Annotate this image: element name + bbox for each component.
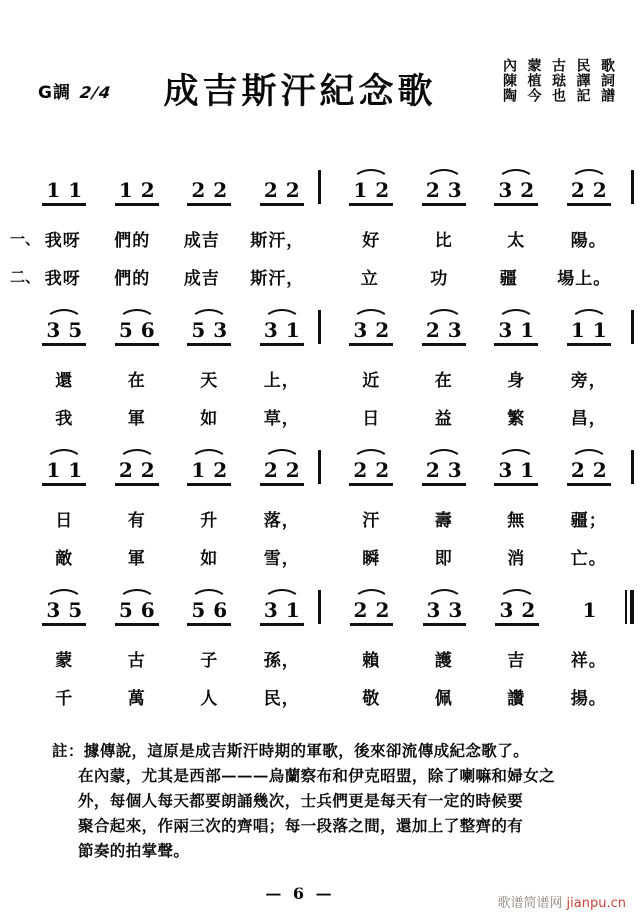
page-number: — 6 — <box>265 884 335 903</box>
lyric-syllable: 有 <box>127 510 146 531</box>
lyric-group-right <box>335 226 625 251</box>
lyric-syllable: 斯汗， <box>250 268 305 289</box>
lyric-syllable: 疆； <box>570 510 607 531</box>
note-number: 3 <box>263 598 278 622</box>
note-number: 3 <box>426 598 441 622</box>
beat <box>493 588 541 620</box>
note-number: 1 <box>46 458 61 482</box>
beat <box>565 448 613 480</box>
note-number: 1 <box>520 458 535 482</box>
notation-row <box>0 588 640 640</box>
note-number: 3 <box>447 318 462 342</box>
note-number: 6 <box>213 598 228 622</box>
note-number: 5 <box>118 598 133 622</box>
note-number: 2 <box>118 458 133 482</box>
slur-mark <box>45 449 83 462</box>
slur-mark <box>190 449 228 462</box>
verse-number-label: 一、 <box>10 229 41 248</box>
lyric-syllable: 升 <box>200 510 219 531</box>
lyric-group-left <box>28 226 318 251</box>
beat <box>40 588 88 620</box>
slur-mark <box>263 309 301 322</box>
slur-mark <box>425 309 463 322</box>
lyric-syllable: 汗 <box>362 510 381 531</box>
beat <box>258 308 306 340</box>
lyric-syllable: 旁， <box>570 370 607 391</box>
lyric-syllable: 敵 <box>55 548 74 569</box>
lyric-syllable: 太 <box>507 230 526 251</box>
slur-mark <box>45 589 83 602</box>
beat <box>185 588 233 620</box>
note-number: 2 <box>520 178 535 202</box>
beat <box>113 308 161 340</box>
lyric-row-verse-1 <box>0 360 640 396</box>
lyric-syllable: 如 <box>200 408 219 429</box>
lyric-group-right <box>335 506 625 531</box>
slur-mark <box>352 169 390 182</box>
lyric-syllable: 即 <box>434 548 453 569</box>
beat <box>566 588 612 620</box>
note-number: 5 <box>68 318 83 342</box>
lyric-group-left <box>28 366 318 391</box>
measure-group-right <box>335 448 625 480</box>
lyric-syllable: 壽 <box>434 510 453 531</box>
slur-mark <box>352 449 390 462</box>
credit-column-3: 蒙植今 <box>525 58 542 103</box>
measure-group-right <box>335 168 625 200</box>
note-number: 3 <box>447 178 462 202</box>
lyric-syllable: 揚。 <box>570 688 607 709</box>
lyric-syllable: 疆 <box>499 268 518 289</box>
beat <box>420 308 468 340</box>
score-system-2 <box>0 308 640 448</box>
lyric-group-right <box>335 264 625 289</box>
measure-group-left <box>28 308 318 340</box>
note-number: 2 <box>140 458 155 482</box>
lyric-syllable: 孫， <box>263 650 300 671</box>
slur-mark <box>190 589 228 602</box>
note-number: 3 <box>213 318 228 342</box>
lyric-row-verse-2 <box>0 678 640 714</box>
lyric-syllable: 我呀 <box>44 230 81 251</box>
score-system-3 <box>0 448 640 588</box>
watermark-site-name: 歌谱简谱网 <box>497 896 563 911</box>
watermark <box>498 892 626 911</box>
lyric-row-verse-1 <box>0 220 640 256</box>
note-number: 2 <box>140 178 155 202</box>
lyric-row-verse-2 <box>0 258 640 294</box>
note-number: 2 <box>570 178 585 202</box>
note-number: 1 <box>353 178 368 202</box>
slur-mark <box>570 449 608 462</box>
note-number: 2 <box>263 458 278 482</box>
beat <box>40 448 88 480</box>
lyric-syllable: 們的 <box>114 268 151 289</box>
lyric-group-left <box>28 506 318 531</box>
note-number: 5 <box>68 598 83 622</box>
lyric-syllable: 斯汗， <box>250 230 305 251</box>
lyric-syllable: 比 <box>434 230 453 251</box>
key-signature-text: G調 <box>38 83 71 103</box>
note-number: 1 <box>46 178 61 202</box>
lyric-syllable: 子 <box>200 650 219 671</box>
note-number: 1 <box>68 178 83 202</box>
beat <box>347 308 395 340</box>
lyric-group-right <box>335 366 625 391</box>
lyric-syllable: 在 <box>434 370 453 391</box>
footnote-line-3: 聚合起來，作兩三次的齊唱；每一段落之間，還加上了整齊的有 <box>78 816 524 836</box>
lyric-syllable: 蒙 <box>55 650 74 671</box>
note-number: 1 <box>582 598 597 622</box>
slur-mark <box>570 169 608 182</box>
slur-mark <box>263 589 301 602</box>
note-number: 2 <box>285 458 300 482</box>
lyric-syllable: 們的 <box>114 230 151 251</box>
lyric-syllable: 成吉 <box>183 268 220 289</box>
note-number: 2 <box>213 458 228 482</box>
lyric-group-left <box>28 264 318 289</box>
note-number: 1 <box>191 458 206 482</box>
note-number: 2 <box>375 598 390 622</box>
note-number: 3 <box>46 598 61 622</box>
beat <box>113 168 161 200</box>
note-number: 3 <box>353 318 368 342</box>
beat <box>258 168 306 200</box>
lyric-syllable: 在 <box>127 370 146 391</box>
lyric-group-left <box>28 544 318 569</box>
note-number: 2 <box>263 178 278 202</box>
beat <box>492 448 540 480</box>
credit-column-2: 古琺也 <box>549 58 566 103</box>
slur-mark <box>118 309 156 322</box>
note-number: 3 <box>263 318 278 342</box>
slur-mark <box>498 589 536 602</box>
lyric-syllable: 敬 <box>362 688 381 709</box>
lyric-syllable: 瞬 <box>362 548 381 569</box>
beat <box>492 308 540 340</box>
beat <box>421 588 469 620</box>
slur-mark <box>497 169 535 182</box>
beat <box>185 448 233 480</box>
lyric-syllable: 軍 <box>127 408 146 429</box>
lyric-syllable: 如 <box>200 548 219 569</box>
note-number: 2 <box>592 458 607 482</box>
footnote-line-2: 外，每個人每天都要朗誦幾次，士兵們更是每天有一定的時候要 <box>78 791 524 811</box>
note-number: 2 <box>375 318 390 342</box>
credit-column-4: 內陳陶 <box>500 58 517 103</box>
note-number: 5 <box>191 598 206 622</box>
beat <box>40 308 88 340</box>
barline <box>318 170 321 204</box>
lyric-row-verse-1 <box>0 500 640 536</box>
note-number: 3 <box>499 598 514 622</box>
lyric-syllable: 我呀 <box>44 268 81 289</box>
beat <box>258 448 306 480</box>
lyric-syllable: 日 <box>55 510 74 531</box>
footnote-line-0: 註：據傳說，這原是成吉斯汗時期的軍歌，後來卻流傳成紀念歌了。 <box>52 741 530 760</box>
notation-row <box>0 308 640 360</box>
lyric-syllable: 吉 <box>507 650 526 671</box>
beat <box>492 168 540 200</box>
credits-block <box>497 58 618 103</box>
lyric-syllable: 陽。 <box>570 230 607 251</box>
slur-mark <box>425 449 463 462</box>
lyric-syllable: 近 <box>362 370 381 391</box>
slur-mark <box>45 309 83 322</box>
slur-mark <box>497 449 535 462</box>
note-number: 2 <box>521 598 536 622</box>
final-barline <box>625 590 635 624</box>
lyric-group-right <box>335 544 625 569</box>
note-number: 2 <box>375 458 390 482</box>
lyric-syllable: 落， <box>263 510 300 531</box>
slur-mark <box>426 589 464 602</box>
lyric-syllable: 無 <box>507 510 526 531</box>
lyric-group-left <box>28 404 318 429</box>
note-number: 1 <box>68 458 83 482</box>
beat <box>565 308 613 340</box>
slur-mark <box>118 449 156 462</box>
score-system-1 <box>0 168 640 308</box>
barline <box>318 450 321 484</box>
lyric-syllable: 昌， <box>570 408 607 429</box>
lyric-syllable: 身 <box>507 370 526 391</box>
barline <box>318 590 321 624</box>
lyric-syllable: 千 <box>55 688 74 709</box>
footnote-line-4: 節奏的拍掌聲。 <box>78 841 190 861</box>
note-number: 2 <box>425 178 440 202</box>
slur-mark <box>425 169 463 182</box>
lyric-syllable: 還 <box>55 370 74 391</box>
note-number: 1 <box>285 318 300 342</box>
lyric-syllable: 賴 <box>362 650 381 671</box>
barline <box>318 310 321 344</box>
note-number: 2 <box>353 598 368 622</box>
note-number: 3 <box>498 458 513 482</box>
credit-column-1: 民譯記 <box>574 58 591 103</box>
lyric-row-verse-2 <box>0 538 640 574</box>
beat <box>185 168 233 200</box>
beat <box>347 448 395 480</box>
barline <box>631 450 634 484</box>
lyric-group-left <box>28 684 318 709</box>
slur-mark <box>352 309 390 322</box>
beat <box>258 588 306 620</box>
lyric-syllable: 草， <box>263 408 300 429</box>
lyric-syllable: 場上。 <box>557 268 612 289</box>
lyric-syllable: 民， <box>263 688 300 709</box>
lyric-syllable: 軍 <box>127 548 146 569</box>
note-number: 1 <box>285 598 300 622</box>
lyric-syllable: 亡。 <box>570 548 607 569</box>
beat <box>40 168 88 200</box>
measure-group-left <box>28 588 318 620</box>
beat <box>113 588 161 620</box>
note-number: 3 <box>498 318 513 342</box>
lyric-syllable: 立 <box>360 268 379 289</box>
beat <box>185 308 233 340</box>
note-number: 6 <box>140 598 155 622</box>
note-number: 2 <box>570 458 585 482</box>
slur-mark <box>353 589 391 602</box>
note-number: 2 <box>375 178 390 202</box>
lyric-row-verse-2 <box>0 398 640 434</box>
time-signature: 2/4 <box>78 83 113 102</box>
lyric-syllable: 繁 <box>507 408 526 429</box>
page-title: 成吉斯汗紀念歌 <box>163 71 437 112</box>
slur-mark <box>263 449 301 462</box>
note-number: 2 <box>213 178 228 202</box>
score-system-4 <box>0 588 640 728</box>
beat <box>420 448 468 480</box>
slur-mark <box>190 309 228 322</box>
lyric-syllable: 祥。 <box>570 650 607 671</box>
notation-row <box>0 168 640 220</box>
lyric-syllable: 益 <box>434 408 453 429</box>
measure-group-right <box>335 308 625 340</box>
credit-column-0: 歌詞譜 <box>599 58 615 103</box>
note-number: 2 <box>425 318 440 342</box>
slur-mark <box>570 309 608 322</box>
lyric-group-right <box>335 646 625 671</box>
lyric-syllable: 日 <box>362 408 381 429</box>
watermark-url: jianpu.cn <box>566 896 626 911</box>
lyric-syllable: 功 <box>430 268 449 289</box>
note-number: 2 <box>592 178 607 202</box>
lyric-syllable: 上， <box>263 370 300 391</box>
lyric-syllable: 佩 <box>434 688 453 709</box>
lyric-group-left <box>28 646 318 671</box>
note-number: 1 <box>520 318 535 342</box>
note-number: 2 <box>353 458 368 482</box>
note-number: 5 <box>118 318 133 342</box>
note-number: 1 <box>570 318 585 342</box>
lyric-syllable: 天 <box>200 370 219 391</box>
barline <box>631 310 634 344</box>
lyric-syllable: 好 <box>362 230 381 251</box>
note-number: 1 <box>592 318 607 342</box>
lyric-syllable: 雪， <box>263 548 300 569</box>
lyric-group-right <box>335 684 625 709</box>
lyric-syllable: 護 <box>434 650 453 671</box>
lyric-syllable: 消 <box>507 548 526 569</box>
lyric-syllable: 人 <box>200 688 219 709</box>
note-number: 2 <box>285 178 300 202</box>
beat <box>347 168 395 200</box>
note-number: 3 <box>498 178 513 202</box>
note-number: 6 <box>140 318 155 342</box>
footnote-line-1: 在內蒙，尤其是西部———烏蘭察布和伊克昭盟，除了喇嘛和婦女之 <box>78 766 556 786</box>
measure-group-left <box>28 168 318 200</box>
slur-mark <box>118 589 156 602</box>
measure-group-left <box>28 448 318 480</box>
score-header <box>0 52 640 144</box>
lyric-syllable: 古 <box>127 650 146 671</box>
beat <box>565 168 613 200</box>
notation-row <box>0 448 640 500</box>
beat <box>420 168 468 200</box>
note-number: 5 <box>191 318 206 342</box>
beat <box>348 588 396 620</box>
lyric-group-right <box>335 404 625 429</box>
lyric-syllable: 成吉 <box>183 230 220 251</box>
lyric-syllable: 我 <box>55 408 74 429</box>
key-signature <box>38 78 111 103</box>
slur-mark <box>497 309 535 322</box>
footnote-block <box>52 738 592 864</box>
note-number: 2 <box>425 458 440 482</box>
note-number: 2 <box>191 178 206 202</box>
verse-number-label: 二、 <box>10 267 41 286</box>
measure-group-right <box>335 588 625 620</box>
lyric-syllable: 萬 <box>127 688 146 709</box>
lyric-row-verse-1 <box>0 640 640 676</box>
lyric-syllable: 讚 <box>507 688 526 709</box>
note-number: 3 <box>46 318 61 342</box>
note-number: 3 <box>447 458 462 482</box>
barline <box>631 170 634 204</box>
note-number: 1 <box>118 178 133 202</box>
beat <box>113 448 161 480</box>
note-number: 3 <box>448 598 463 622</box>
